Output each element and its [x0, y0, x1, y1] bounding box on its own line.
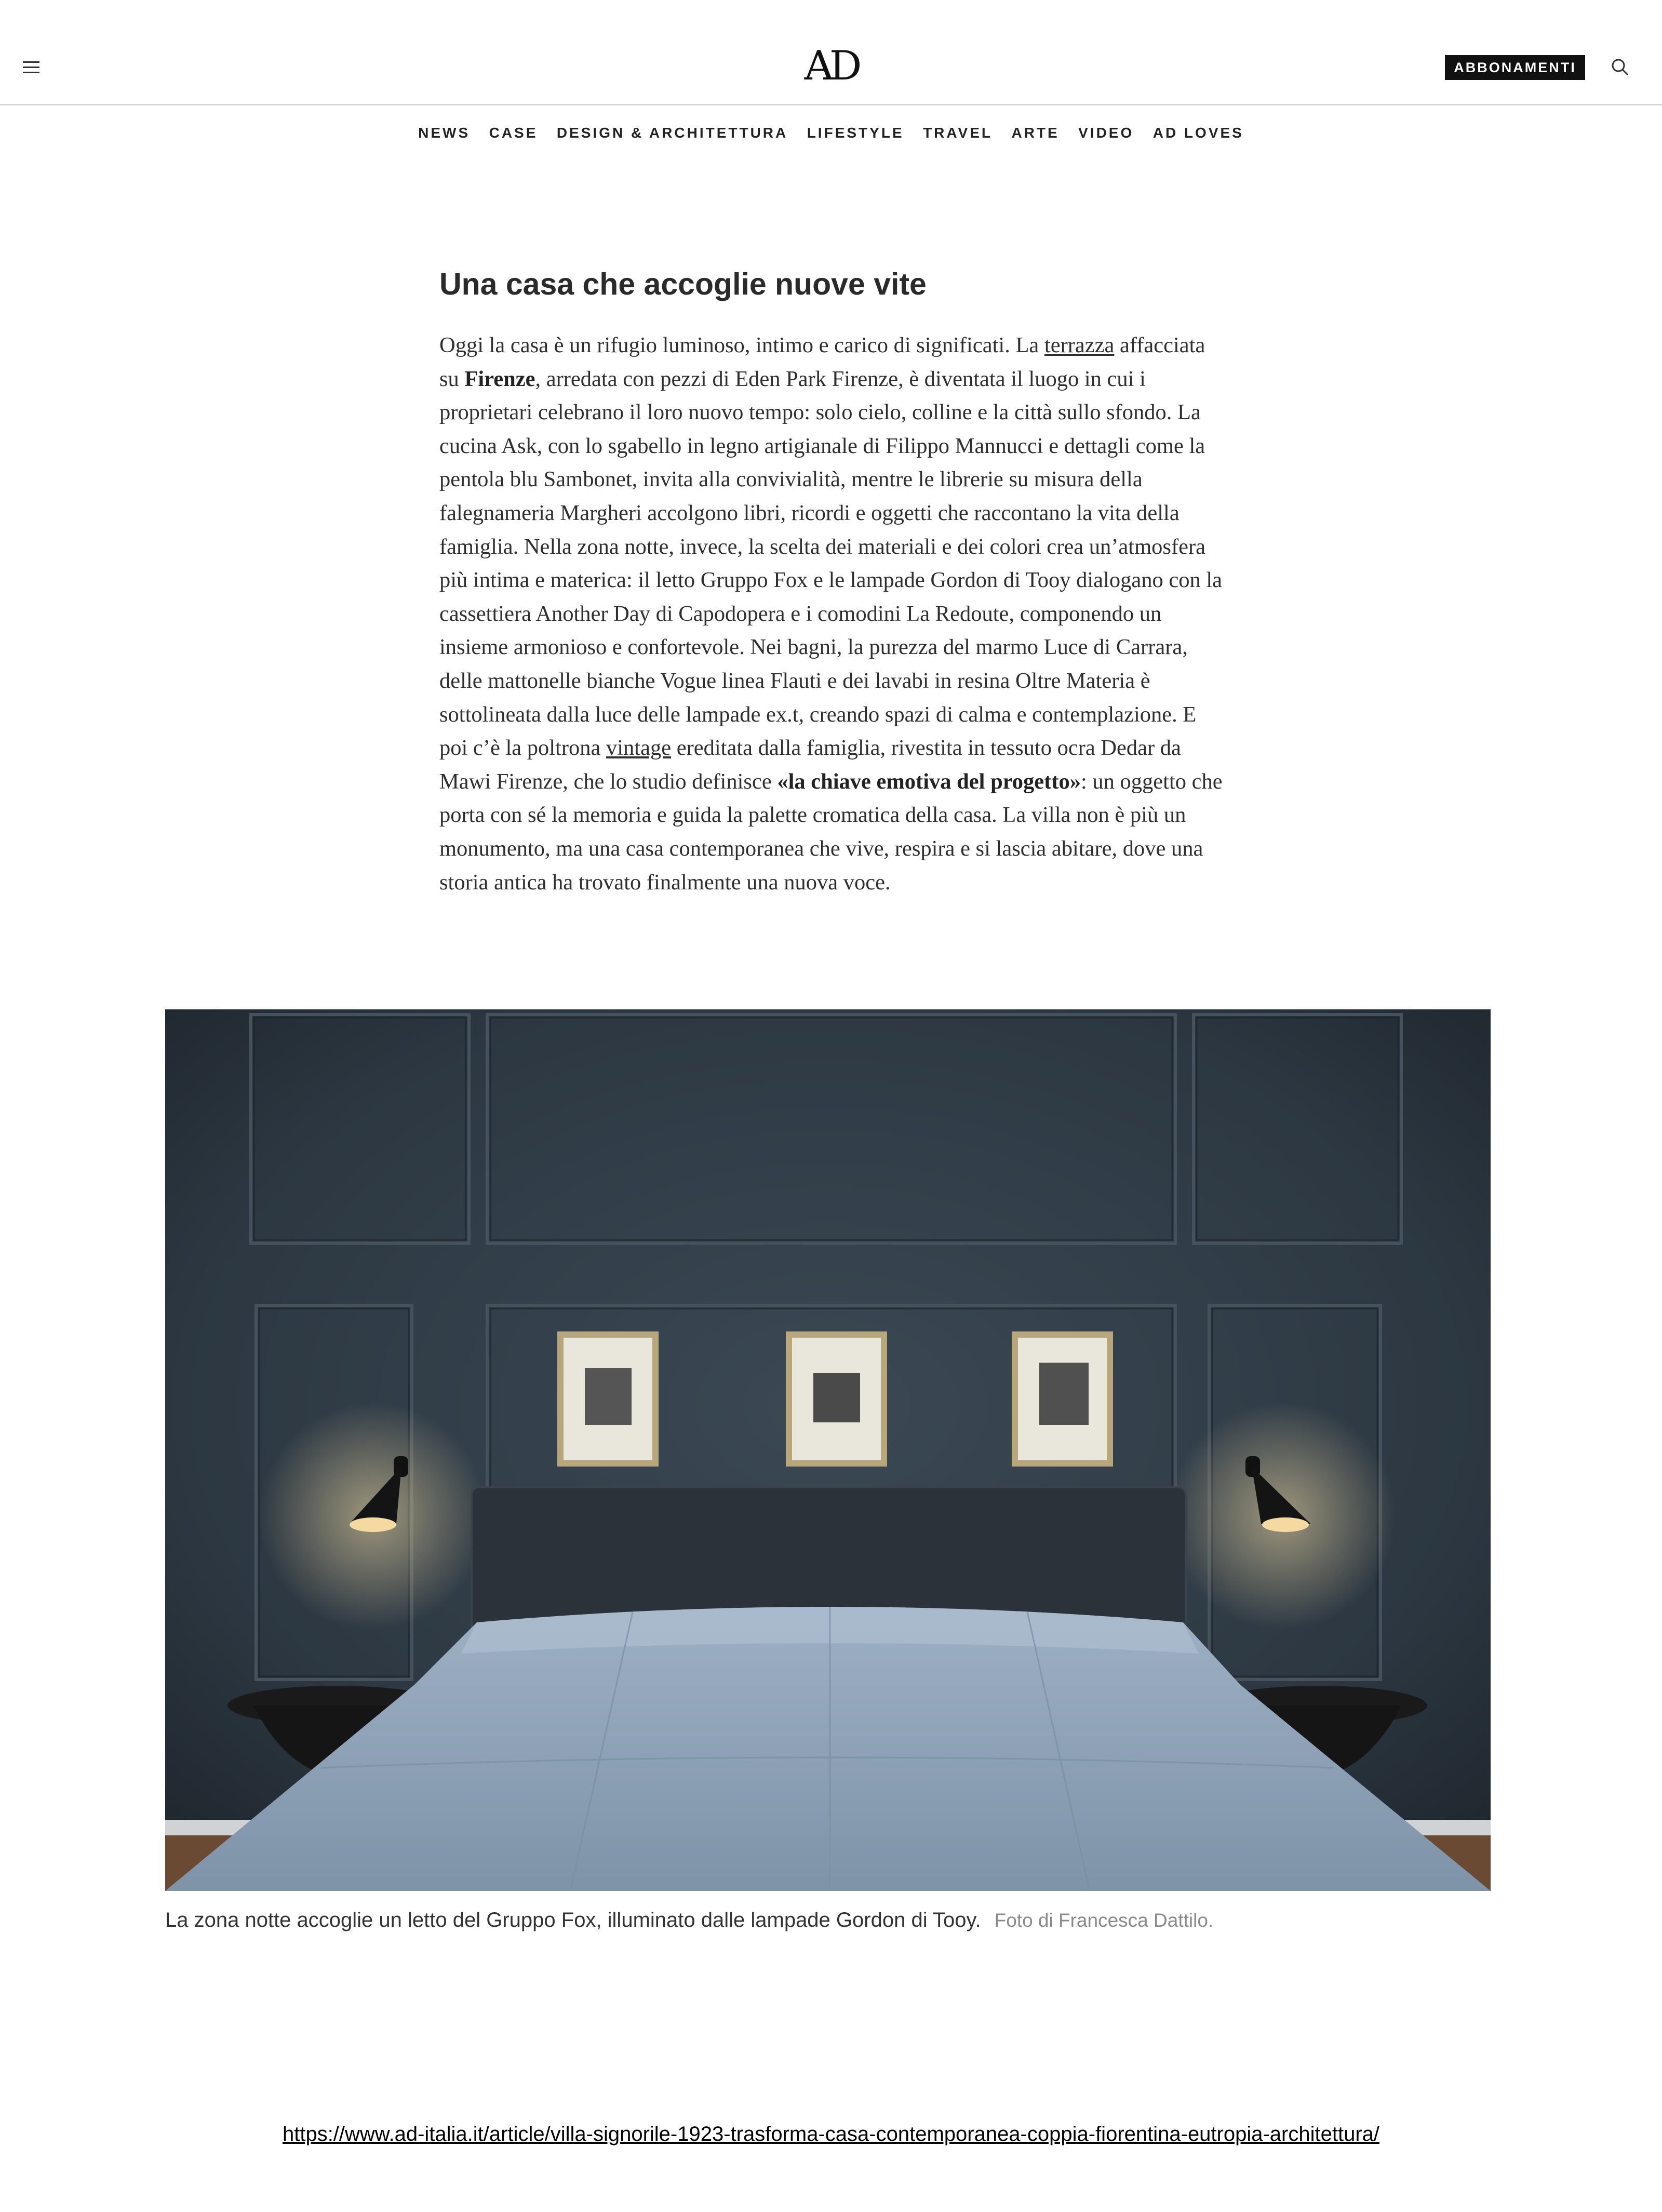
search-icon[interactable] — [1611, 58, 1629, 76]
paragraph-text: affacciata su — [439, 333, 1205, 391]
bedroom-photo — [165, 1009, 1491, 1891]
bold-quote: «la chiave emotiva del progetto» — [777, 769, 1081, 794]
hamburger-menu-icon[interactable] — [23, 61, 39, 74]
paragraph-text: , arredata con pezzi di Eden Park Firenze, è diventata il luogo in cui i proprietari celebrano il loro nuovo tempo: solo cielo, colline e la città sullo sfondo. La cucina Ask, con lo sgabello in legno artigianale di Filippo Mannucci e dettagli come la pentola blu Sambonet, invita alla convivialità, mentre le librerie su misura della falegnameria Margheri accolgono libri, ricordi e oggetti che raccontano la vita della famiglia. Nella zona notte, invece, la scelta dei materiali e dei colori crea un’atmosfera più intima e materica: il letto Gruppo Fox e le lampade Gordon di Tooy dialogano con la cassettiera Another Day di Capodopera e i comodini La Redoute, componendo un insieme armonioso e confortevole. Nei bagni, la purezza del marmo Luce di Carrara, delle mattonelle bianche Vogue linea Flauti e dei lavabi in resina Oltre Materia è sottolineata dalla luce delle lampade ex.t, creando spazi di calma e contemplazione. E poi c’è la poltrona — [439, 366, 1222, 761]
section-heading: Una casa che accoglie nuove vite — [439, 267, 927, 301]
main-nav — [0, 123, 1662, 143]
ad-logo[interactable]: AD — [804, 43, 858, 89]
article-paragraph — [439, 329, 1229, 899]
bedroom-illustration — [165, 1009, 1491, 1891]
bold-firenze: Firenze — [464, 366, 535, 391]
nav-item-ad-loves[interactable]: AD LOVES — [1152, 125, 1244, 141]
nav-item-design-architettura[interactable]: DESIGN & ARCHITETTURA — [556, 125, 788, 141]
page-url-link[interactable]: https://www.ad-italia.it/article/villa-signorile-1923-trasforma-casa-contemporanea-coppia-fiorentina-eutropia-architettura/ — [282, 2123, 1380, 2146]
site-header — [0, 0, 1662, 105]
nav-item-lifestyle[interactable]: LIFESTYLE — [807, 125, 904, 141]
paragraph-text: Oggi la casa è un rifugio luminoso, intimo e carico di significati. La — [439, 333, 1044, 357]
nav-item-arte[interactable]: ARTE — [1011, 125, 1060, 141]
paragraph-text: ereditata dalla famiglia, rivestita in tessuto ocra Dedar da Mawi Firenze, che lo studio definisce — [439, 736, 1181, 794]
nav-item-video[interactable]: VIDEO — [1078, 125, 1134, 141]
terrazza-link[interactable]: terrazza — [1044, 333, 1115, 357]
vintage-link[interactable]: vintage — [606, 736, 672, 761]
nav-item-case[interactable]: CASE — [489, 125, 538, 141]
nav-item-travel[interactable]: TRAVEL — [923, 125, 993, 141]
subscribe-button[interactable]: ABBONAMENTI — [1445, 55, 1585, 80]
photo-credit: Foto di Francesca Dattilo. — [994, 1910, 1214, 1931]
framed-prints — [557, 1331, 1113, 1467]
paragraph-text: : un oggetto che porta con sé la memoria e guida la palette cromatica della casa. La villa non è più un monumento, ma una casa contemporanea che vive, respira e si lascia abitare, dove una storia antica ha trovato finalmente una nuova voce. — [439, 769, 1223, 895]
nav-item-news[interactable]: NEWS — [418, 125, 471, 141]
caption-text: La zona notte accoglie un letto del Gruppo Fox, illuminato dalle lampade Gordon di Tooy. — [165, 1909, 981, 1931]
photo-caption — [165, 1905, 1495, 1935]
